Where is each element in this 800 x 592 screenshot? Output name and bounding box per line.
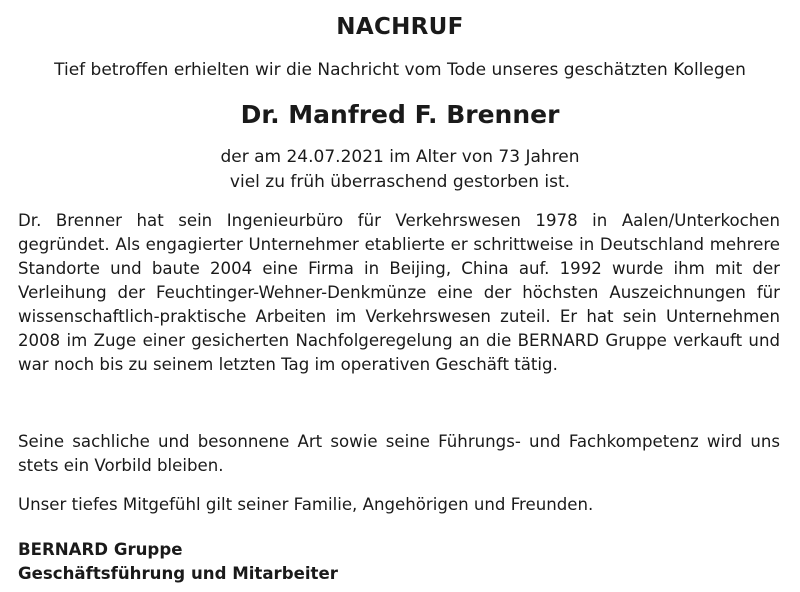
intro-line: Tief betroffen erhielten wir die Nachricht vom Tode unseres geschätzten Kollegen [54,60,746,80]
biography-paragraph: Dr. Brenner hat sein Ingenieurbüro für Verkehrswesen 1978 in Aalen/Unterkochen gegründet. Als engagierter Unternehmer etablierte er schrittweise in Deutschland mehrere Standorte und baute 2004 eine Firma in Beijing, China auf. 1992 wurde ihm mit der Verleihung der Feuchtinger-Wehner-Denkmünze eine der höchsten Auszeichnungen für wissenschaftlich-praktische Arbeiten im Verkehrswesen zuteil. Er hat sein Unternehmen 2008 im Zuge einer gesicherten Nachfolgeregelung an die BERNARD Gruppe verkauft und war noch bis zu seinem letzten Tag im operativen Geschäft tätig. [18,211,780,374]
signature-department: Geschäftsführung und Mitarbeiter [18,564,338,583]
signature-company: BERNARD Gruppe [18,540,183,559]
deceased-name: Dr. Manfred F. Brenner [240,100,560,129]
notice-title: NACHRUF [336,14,464,40]
date-age-line: der am 24.07.2021 im Alter von 73 Jahren [220,147,580,167]
death-line: viel zu früh überraschend gestorben ist. [229,172,571,192]
condolence-paragraph: Unser tiefes Mitgefühl gilt seiner Familie, Angehörigen und Freunden. [18,495,594,514]
tribute-paragraph: Seine sachliche und besonnene Art sowie seine Führungs- und Fachkompetenz wird uns stets ein Vorbild bleiben. [18,432,780,475]
